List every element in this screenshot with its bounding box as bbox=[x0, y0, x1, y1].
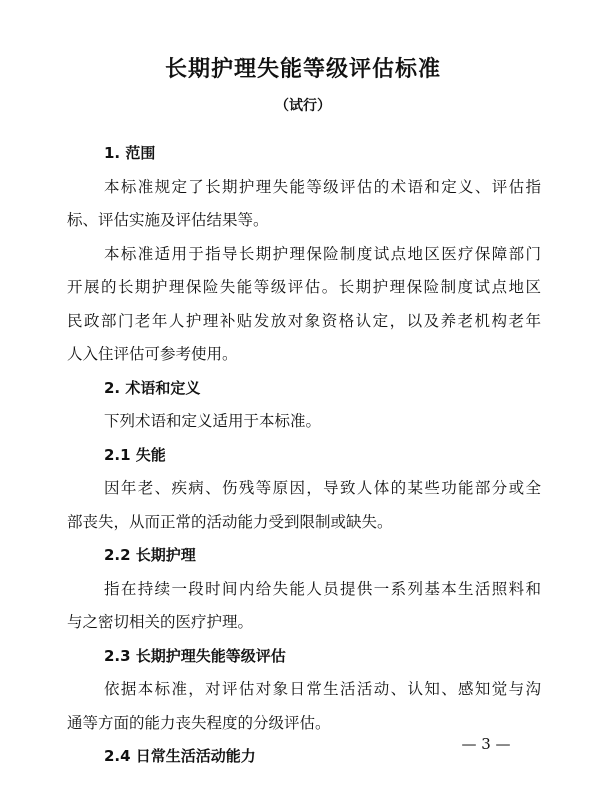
paragraph-line: 因年老、疾病、伤残等原因，导致人体的某些功能部分或全 bbox=[104, 479, 541, 497]
paragraph-line: 标、评估实施及评估结果等。 bbox=[67, 211, 269, 229]
paragraph-line: 依据本标准，对评估对象日常生活活动、认知、感知觉与沟 bbox=[104, 680, 541, 698]
section-heading-1: 1. 范围 bbox=[104, 144, 156, 162]
paragraph-line: 下列术语和定义适用于本标准。 bbox=[104, 412, 322, 430]
page-number: — 3 — bbox=[461, 735, 511, 753]
section-heading-2-4: 2.4 日常生活活动能力 bbox=[104, 747, 256, 765]
document-body bbox=[67, 137, 541, 774]
section-heading-2-1: 2.1 失能 bbox=[104, 445, 166, 464]
section-heading-2-2: 2.2 长期护理 bbox=[104, 546, 196, 564]
paragraph-line: 通等方面的能力丧失程度的分级评估。 bbox=[67, 713, 331, 732]
paragraph-line: 本标准规定了长期护理失能等级评估的术语和定义、评估指 bbox=[104, 177, 541, 196]
paragraph-line: 民政部门老年人护理补贴发放对象资格认定，以及养老机构老年 bbox=[67, 311, 541, 330]
paragraph-line: 人入住评估可参考使用。 bbox=[67, 345, 238, 363]
document-subtitle: （试行） bbox=[275, 98, 331, 114]
section-heading-2: 2. 术语和定义 bbox=[104, 378, 201, 397]
section-heading-2-3: 2.3 长期护理失能等级评估 bbox=[104, 646, 286, 665]
paragraph-line: 本标准适用于指导长期护理保险制度试点地区医疗保障部门 bbox=[104, 244, 541, 263]
paragraph-line: 指在持续一段时间内给失能人员提供一系列基本生活照料和 bbox=[104, 579, 541, 598]
paragraph-line: 部丧失，从而正常的活动能力受到限制或缺失。 bbox=[67, 512, 393, 531]
document-title: 长期护理失能等级评估标准 bbox=[164, 57, 441, 82]
paragraph-line: 与之密切相关的医疗护理。 bbox=[67, 613, 254, 631]
paragraph-line: 开展的长期护理保险失能等级评估。长期护理保险制度试点地区 bbox=[67, 278, 541, 296]
